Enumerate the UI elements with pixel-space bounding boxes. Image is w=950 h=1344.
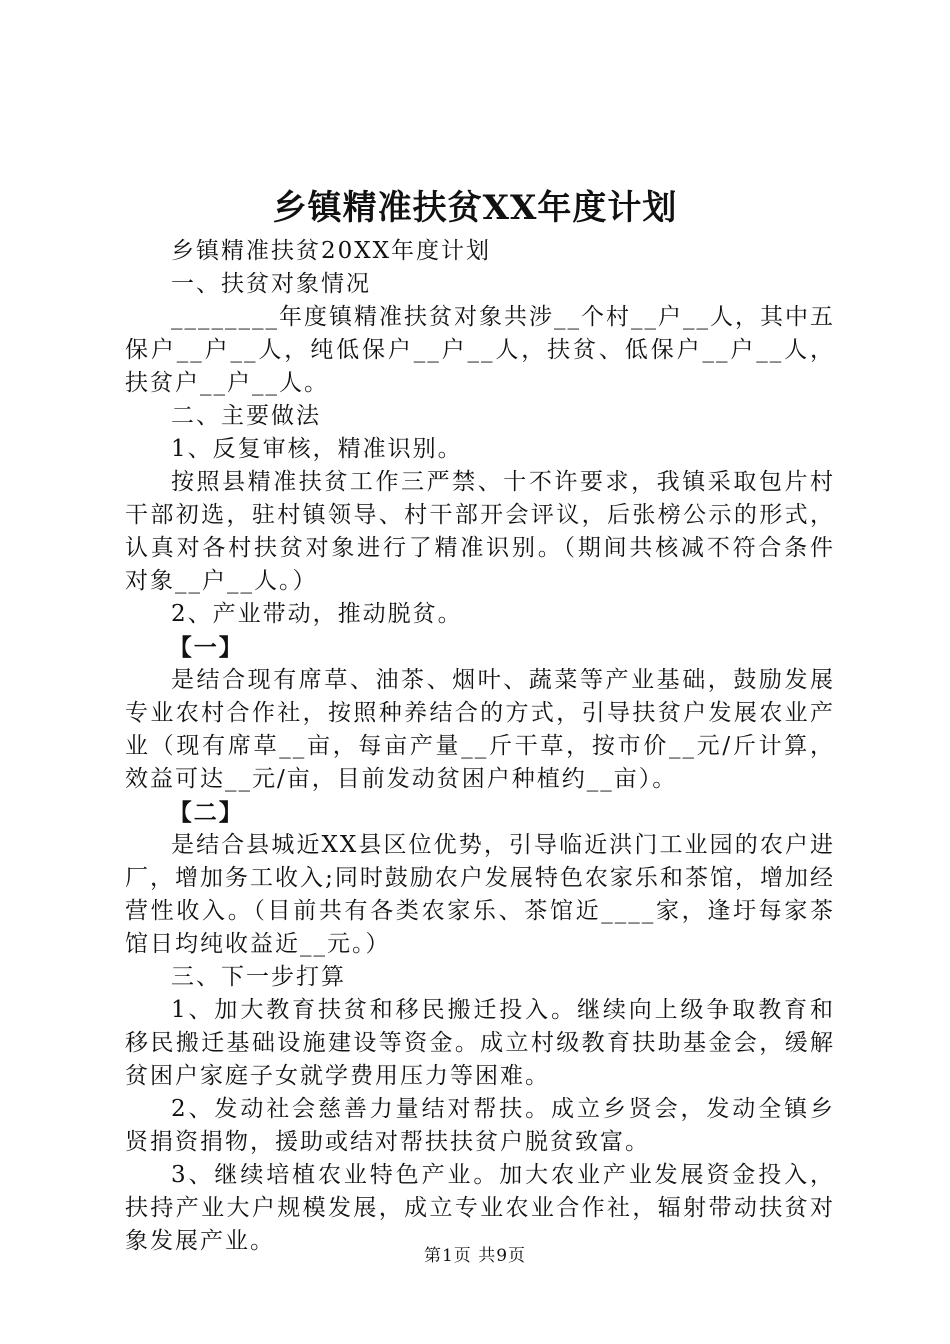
paragraph: 是结合县城近XX县区位优势，引导临近洪门工业园的农户进厂，增加务工收入;同时鼓励农户发展特色农家乐和茶馆，增加经营性收入。（目前共有各类农家乐、茶馆近____家，逢圩每家茶馆日均纯收益近__元。） — [125, 832, 835, 957]
paragraph: 按照县精准扶贫工作三严禁、十不许要求，我镇采取包片村干部初选，驻村镇领导、村干部开会评议，后张榜公示的形式，认真对各村扶贫对象进行了精准识别。（期间共核减不符合条件对象__户__人。） — [125, 469, 835, 594]
page-number-footer: 第1页 共9页 — [423, 1246, 527, 1266]
paragraph: 3、继续培植农业特色产业。加大农业产业发展资金投入，扶持产业大户规模发展，成立专业农业合作社，辐射带动扶贫对象发展产业。 — [125, 1162, 835, 1254]
paragraph: 1、加大教育扶贫和移民搬迁投入。继续向上级争取教育和移民搬迁基础设施建设等资金。成立村级教育扶助基金会，缓解贫困户家庭子女就学费用压力等困难。 — [125, 997, 835, 1089]
section-heading: 二、主要做法 — [171, 403, 321, 429]
bracket-marker: 【一】 — [168, 634, 244, 661]
bracket-marker: 【二】 — [168, 799, 244, 826]
paragraph: ________年度镇精准扶贫对象共涉__个村__户__人，其中五保户__户__人，纯低保户__户__人，扶贫、低保户__户__人，扶贫户__户__人。 — [125, 304, 835, 396]
paragraph: 乡镇精准扶贫20XX年度计划 — [171, 238, 492, 264]
paragraph: 2、发动社会慈善力量结对帮扶。成立乡贤会，发动全镇乡贤捐资捐物，援助或结对帮扶扶贫户脱贫致富。 — [125, 1096, 835, 1155]
document-body — [125, 235, 835, 1258]
document-title: 乡镇精准扶贫XX年度计划 — [272, 188, 678, 228]
subsection-heading: 1、反复审核，精准识别。 — [171, 436, 463, 462]
paragraph: 是结合现有席草、油茶、烟叶、蔬菜等产业基础，鼓励发展专业农村合作社，按照种养结合的方式，引导扶贫户发展农业产业（现有席草__亩，每亩产量__斤干草，按市价__元/斤计算，效益可达__元/亩，目前发动贫困户种植约__亩）。 — [125, 667, 835, 792]
subsection-heading: 2、产业带动，推动脱贫。 — [171, 601, 463, 627]
section-heading: 三、下一步打算 — [171, 964, 346, 990]
section-heading: 一、扶贫对象情况 — [171, 271, 371, 297]
